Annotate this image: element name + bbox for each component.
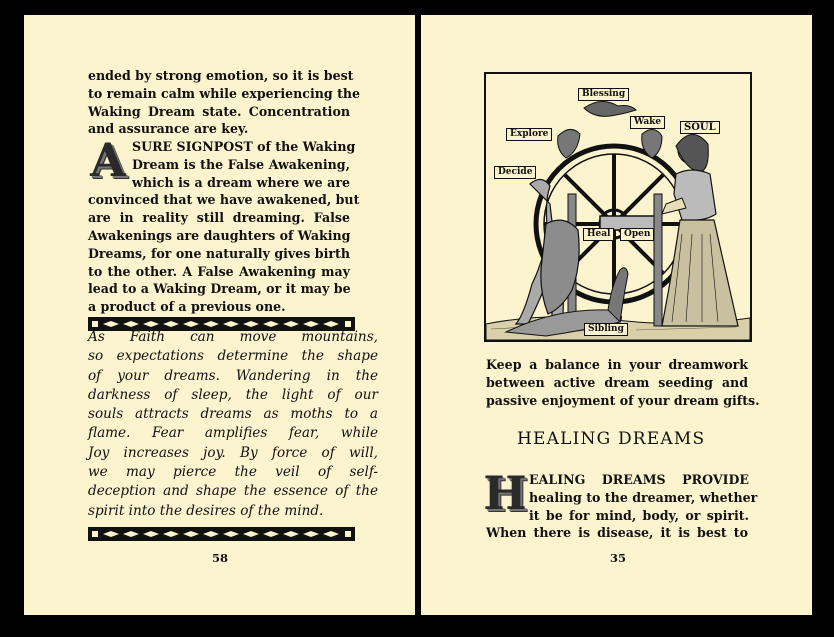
text-line: a product of a previous one. <box>88 299 286 315</box>
text-line: When there is disease, it is best to <box>486 525 748 541</box>
text-line: it be for mind, body, or spirit. <box>529 507 749 523</box>
label-wake: Wake <box>630 116 665 129</box>
text-line: and assurance are key. <box>88 121 249 137</box>
text-line: lead to a Waking Dream, or it may be <box>88 281 351 297</box>
right-page <box>421 15 812 615</box>
text-line: which is a dream where we are <box>132 174 350 190</box>
quote-line: so expectations determine the shape <box>88 348 378 365</box>
text-line: to remain calm while experiencing the <box>88 85 361 101</box>
quote-line: we may pierce the veil of self- <box>88 464 378 481</box>
text-line: EALING DREAMS PROVIDE <box>529 472 749 487</box>
paragraph-balance <box>486 356 760 409</box>
text-line: Keep a balance in your dreamwork <box>486 357 748 372</box>
dropcap-a: A <box>90 133 126 187</box>
quote-line: darkness of sleep, the light of our <box>88 386 378 403</box>
text-line: are in reality still dreaming. False <box>88 210 350 226</box>
ornamental-border-bottom <box>88 527 355 541</box>
quote-line: Joy increases joy. By force of will, <box>88 444 378 461</box>
label-sibling: Sibling <box>584 323 628 336</box>
paragraph-healing-indented <box>529 471 758 524</box>
text-line: to the other. A False Awakening may <box>88 263 350 279</box>
paragraph-healing <box>486 524 748 542</box>
text-line: SURE SIGNPOST of the Waking <box>132 139 356 154</box>
text-line: Awakenings are daughters of Waking <box>88 227 351 243</box>
text-line: Waking Dream state. Concentration <box>88 103 350 119</box>
text-line: between active dream seeding and <box>486 374 748 390</box>
text-line: convinced that we have awakened, but <box>88 192 360 208</box>
paragraph-false-awakening <box>88 191 360 316</box>
dropcap-h: H <box>483 466 527 520</box>
page-number: 35 <box>610 551 627 565</box>
quote-line: As Faith can move mountains, <box>88 329 378 345</box>
paragraph-continued <box>88 67 361 138</box>
quote-line: flame. Fear amplifies fear, while <box>88 425 378 442</box>
label-decide: Decide <box>494 166 536 179</box>
label-heal: Heal <box>583 228 614 241</box>
quote-line: souls attracts dreams as moths to a <box>88 406 378 423</box>
quote-line: of your dreams. Wandering in the <box>88 367 378 384</box>
text-line: ended by strong emotion, so it is best <box>88 68 354 83</box>
woodcut-artwork <box>486 74 750 340</box>
paragraph-false-awakening-indented <box>132 138 356 191</box>
label-blessing: Blessing <box>578 88 629 101</box>
page-number: 58 <box>212 551 229 565</box>
text-line: passive enjoyment of your dream gifts. <box>486 392 760 408</box>
label-open: Open <box>620 228 654 241</box>
text-line: Dream is the False Awakening, <box>132 156 350 172</box>
section-heading: HEALING DREAMS <box>517 429 706 449</box>
label-soul: SOUL <box>680 121 720 134</box>
text-line: Dreams, for one naturally gives birth <box>88 245 350 261</box>
label-explore: Explore <box>506 128 552 141</box>
wheel-of-fortune-woodcut <box>484 72 752 342</box>
text-line: healing to the dreamer, whether <box>529 489 758 505</box>
left-page <box>24 15 415 615</box>
quote-line: deception and shape the essence of the <box>88 483 378 500</box>
quote-block <box>88 328 378 521</box>
quote-line: spirit into the desires of the mind. <box>88 502 324 519</box>
